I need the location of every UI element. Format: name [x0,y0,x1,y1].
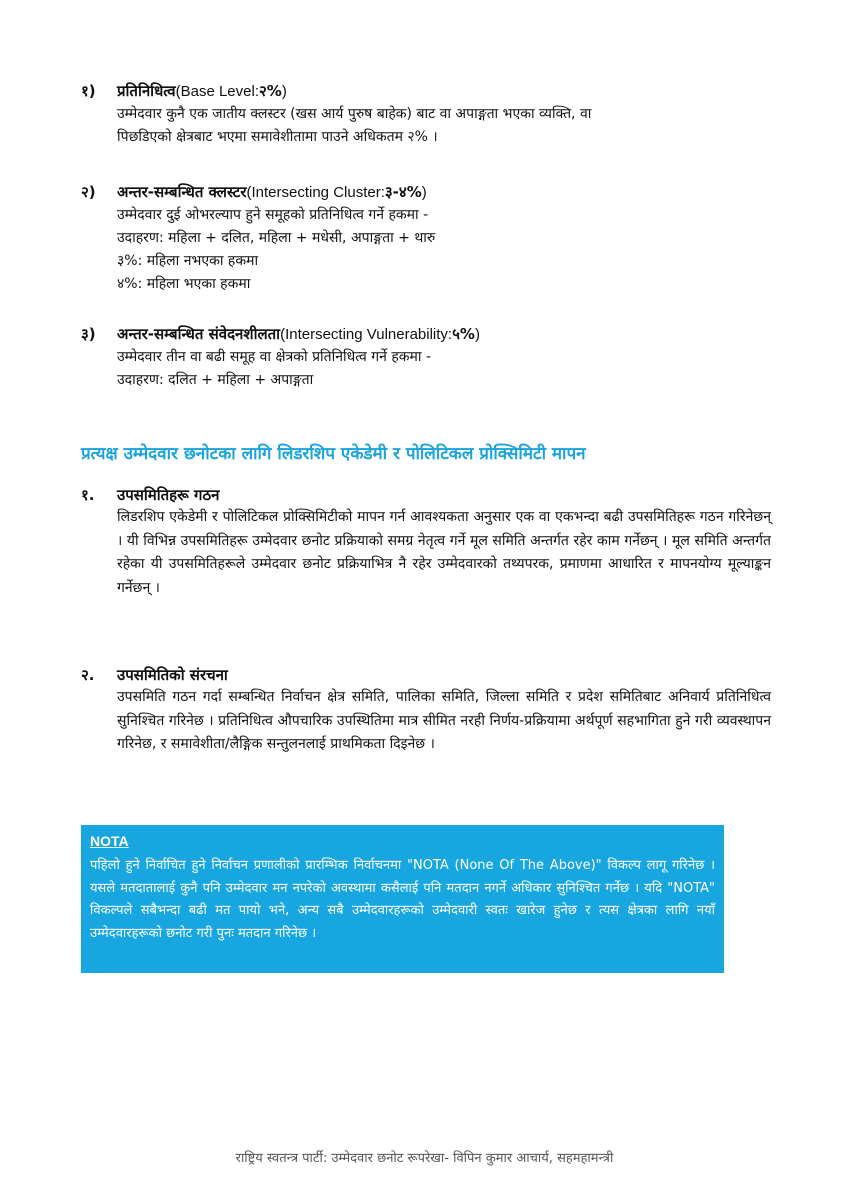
nota-callout-box [81,825,724,973]
item-english: (Intersecting Vulnerability: [280,326,453,343]
item-line: उदाहरण: दलित + महिला + अपाङ्गता [117,372,314,388]
nota-text: पहिलो हुने निर्वाचित हुने निर्वाचन प्रणालीको प्रारम्भिक निर्वाचनमा "NOTA (None Of The Above)" विकल्प लागू गरिनेछ । यसले मतदातालाई कुनै पनि उम्मेदवार मन नपरेको अवस्थामा कसैलाई पनि मतदान नगर्ने अधिकार सुनिश्चित गर्नेछ । यदि "NOTA" विकल्पले सबैभन्दा बढी मत पायो भने, अन्य सबै उम्मेदवारहरूको उम्मेदवारी स्वतः खारेज हुनेछ र त्यस क्षेत्रका लागि नयाँ उम्मेदवारहरूको छनोट गरी पुनः मतदान गरिनेछ । [90,858,715,941]
list-item-base-level [81,80,771,149]
item-close: ) [281,83,287,100]
item-number: १) [81,82,96,100]
subsection-heading [81,484,771,506]
subsection-number: १. [81,486,95,504]
item-line: उम्मेदवार दुई ओभरल्याप हुने समूहको प्रतिनिधित्व गर्ने हकमा - [117,207,429,223]
subsection-heading [81,664,771,686]
item-number: ३) [81,325,96,343]
item-line: ३%: महिला नभएका हकमा [117,253,259,269]
item-title: प्रतिनिधित्व [117,82,176,100]
subsection-title: उपसमितिको संरचना [117,666,228,684]
item-close: ) [474,326,480,343]
subsection-subcommittee-structure [81,664,771,757]
item-number: २) [81,183,96,201]
list-item-intersecting-cluster [81,181,771,296]
subsection-paragraph: लिडरशिप एकेडेमी र पोलिटिकल प्रोक्सिमिटीको मापन गर्न आवश्यकता अनुसार एक वा एकभन्दा बढी उपसमितिहरू गठन गरिनेछन् । यी विभिन्न उपसमितिहरू उम्मेदवार छनोट प्रक्रियाको समग्र नेतृत्व गर्ने मूल समिति अन्तर्गत रहेर काम गर्नेछन् । मूल समिति अन्तर्गत रहेका यी उपसमितिहरूले उम्मेदवार छनोट प्रक्रियाभित्र नै रहेर उम्मेदवारको तथ्यपरक, प्रमाणमा आधारित र मापनयोग्य मूल्याङ्कन गर्नेछन् । [117,509,771,596]
item-heading [81,323,771,346]
item-heading [81,181,771,204]
subsection-number: २. [81,666,95,684]
item-title: अन्तर-सम्बन्धित क्लस्टर [117,183,247,201]
item-line: उम्मेदवार तीन वा बढी समूह वा क्षेत्रको प्रतिनिधित्व गर्ने हकमा - [117,349,431,365]
subsection-title: उपसमितिहरू गठन [117,486,220,504]
item-close: ) [421,184,427,201]
item-line: ४%: महिला भएका हकमा [117,276,251,292]
item-value: ३-४% [384,183,422,201]
item-body [117,204,771,296]
nota-title: NOTA [90,833,129,849]
subsection-subcommittee-formation [81,484,771,600]
item-value: २% [259,82,282,100]
item-title: अन्तर-सम्बन्धित संवेदनशीलता [117,325,281,343]
item-line: पिछडिएको क्षेत्रबाट भएमा समावेशीतामा पाउने अधिकतम २% । [117,129,438,145]
item-body [117,346,771,392]
list-item-intersecting-vulnerability [81,323,771,392]
item-english: (Intersecting Cluster: [246,184,385,201]
section-title: प्रत्यक्ष उम्मेदवार छनोटका लागि लिडरशिप एकेडेमी र पोलिटिकल प्रोक्सिमिटी मापन [81,444,586,464]
item-heading [81,80,771,103]
item-line: उदाहरण: महिला + दलित, महिला + मधेसी, अपाङ्गता + थारु [117,230,436,246]
item-body [117,103,771,149]
subsection-paragraph: उपसमिति गठन गर्दा सम्बन्धित निर्वाचन क्षेत्र समिति, पालिका समिति, जिल्ला समिति र प्रदेश समितिबाट अनिवार्य प्रतिनिधित्व सुनिश्चित गरिनेछ । प्रतिनिधित्व औपचारिक उपस्थितिमा मात्र सीमित नरही निर्णय-प्रक्रियामा अर्थपूर्ण सहभागिता हुने गरी व्यवस्थापन गरिनेछ, र समावेशीता/लैङ्गिक सन्तुलनलाई प्राथमिकता दिइनेछ । [117,689,771,752]
item-english: (Base Level: [175,83,259,100]
page-footer: राष्ट्रिय स्वतन्त्र पार्टी: उम्मेदवार छनोट रूपरेखा- विपिन कुमार आचार्य, सहमहामन्त्री [235,1151,614,1166]
item-line: उम्मेदवार कुनै एक जातीय क्लस्टर (खस आर्य पुरुष बाहेक) बाट वा अपाङ्गता भएका व्यक्ति, वा [117,106,592,122]
item-value: ५% [452,325,475,343]
